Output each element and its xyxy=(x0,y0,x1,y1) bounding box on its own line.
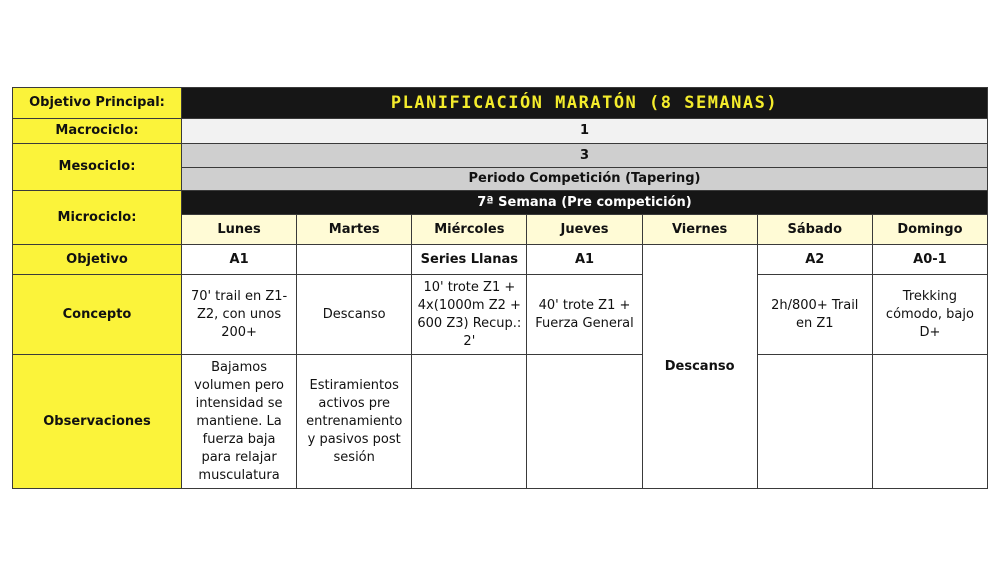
training-plan-table xyxy=(12,87,988,489)
label-objetivo-principal: Objetivo Principal: xyxy=(13,88,182,119)
row-observaciones xyxy=(13,355,988,489)
concepto-sabado: 2h/800+ Trail en Z1 xyxy=(757,275,872,355)
observaciones-jueves xyxy=(527,355,642,489)
macrociclo-value: 1 xyxy=(182,119,988,144)
label-mesociclo: Mesociclo: xyxy=(13,144,182,191)
observaciones-lunes: Bajamos volumen pero intensidad se mantiene. La fuerza baja para relajar musculatura xyxy=(182,355,297,489)
objetivo-martes xyxy=(297,245,412,275)
label-observaciones: Observaciones xyxy=(13,355,182,489)
row-concepto xyxy=(13,275,988,355)
plan-title: PLANIFICACIÓN MARATÓN (8 SEMANAS) xyxy=(182,88,988,119)
row-microciclo xyxy=(13,191,988,215)
concepto-martes: Descanso xyxy=(297,275,412,355)
day-header: Martes xyxy=(297,215,412,245)
semana-value: 7ª Semana (Pre competición) xyxy=(182,191,988,215)
objetivo-jueves: A1 xyxy=(527,245,642,275)
label-objetivo: Objetivo xyxy=(13,245,182,275)
objetivo-sabado: A2 xyxy=(757,245,872,275)
row-objetivo xyxy=(13,245,988,275)
row-macrociclo xyxy=(13,119,988,144)
concepto-jueves: 40' trote Z1 + Fuerza General xyxy=(527,275,642,355)
viernes-descanso: Descanso xyxy=(642,245,757,489)
concepto-lunes: 70' trail en Z1-Z2, con unos 200+ xyxy=(182,275,297,355)
concepto-miercoles: 10' trote Z1 + 4x(1000m Z2 + 600 Z3) Recup.: 2' xyxy=(412,275,527,355)
observaciones-miercoles xyxy=(412,355,527,489)
observaciones-domingo xyxy=(872,355,987,489)
day-header: Domingo xyxy=(872,215,987,245)
label-macrociclo: Macrociclo: xyxy=(13,119,182,144)
day-header: Lunes xyxy=(182,215,297,245)
observaciones-martes: Estiramientos activos pre entrenamiento y pasivos post sesión xyxy=(297,355,412,489)
label-microciclo: Microciclo: xyxy=(13,191,182,245)
day-header: Miércoles xyxy=(412,215,527,245)
row-mesociclo xyxy=(13,144,988,168)
day-header: Viernes xyxy=(642,215,757,245)
objetivo-domingo: A0-1 xyxy=(872,245,987,275)
objetivo-lunes: A1 xyxy=(182,245,297,275)
objetivo-miercoles: Series Llanas xyxy=(412,245,527,275)
day-header: Sábado xyxy=(757,215,872,245)
row-objetivo-principal xyxy=(13,88,988,119)
observaciones-sabado xyxy=(757,355,872,489)
concepto-domingo: Trekking cómodo, bajo D+ xyxy=(872,275,987,355)
periodo-value: Periodo Competición (Tapering) xyxy=(182,168,988,191)
label-concepto: Concepto xyxy=(13,275,182,355)
day-header: Jueves xyxy=(527,215,642,245)
mesociclo-value: 3 xyxy=(182,144,988,168)
